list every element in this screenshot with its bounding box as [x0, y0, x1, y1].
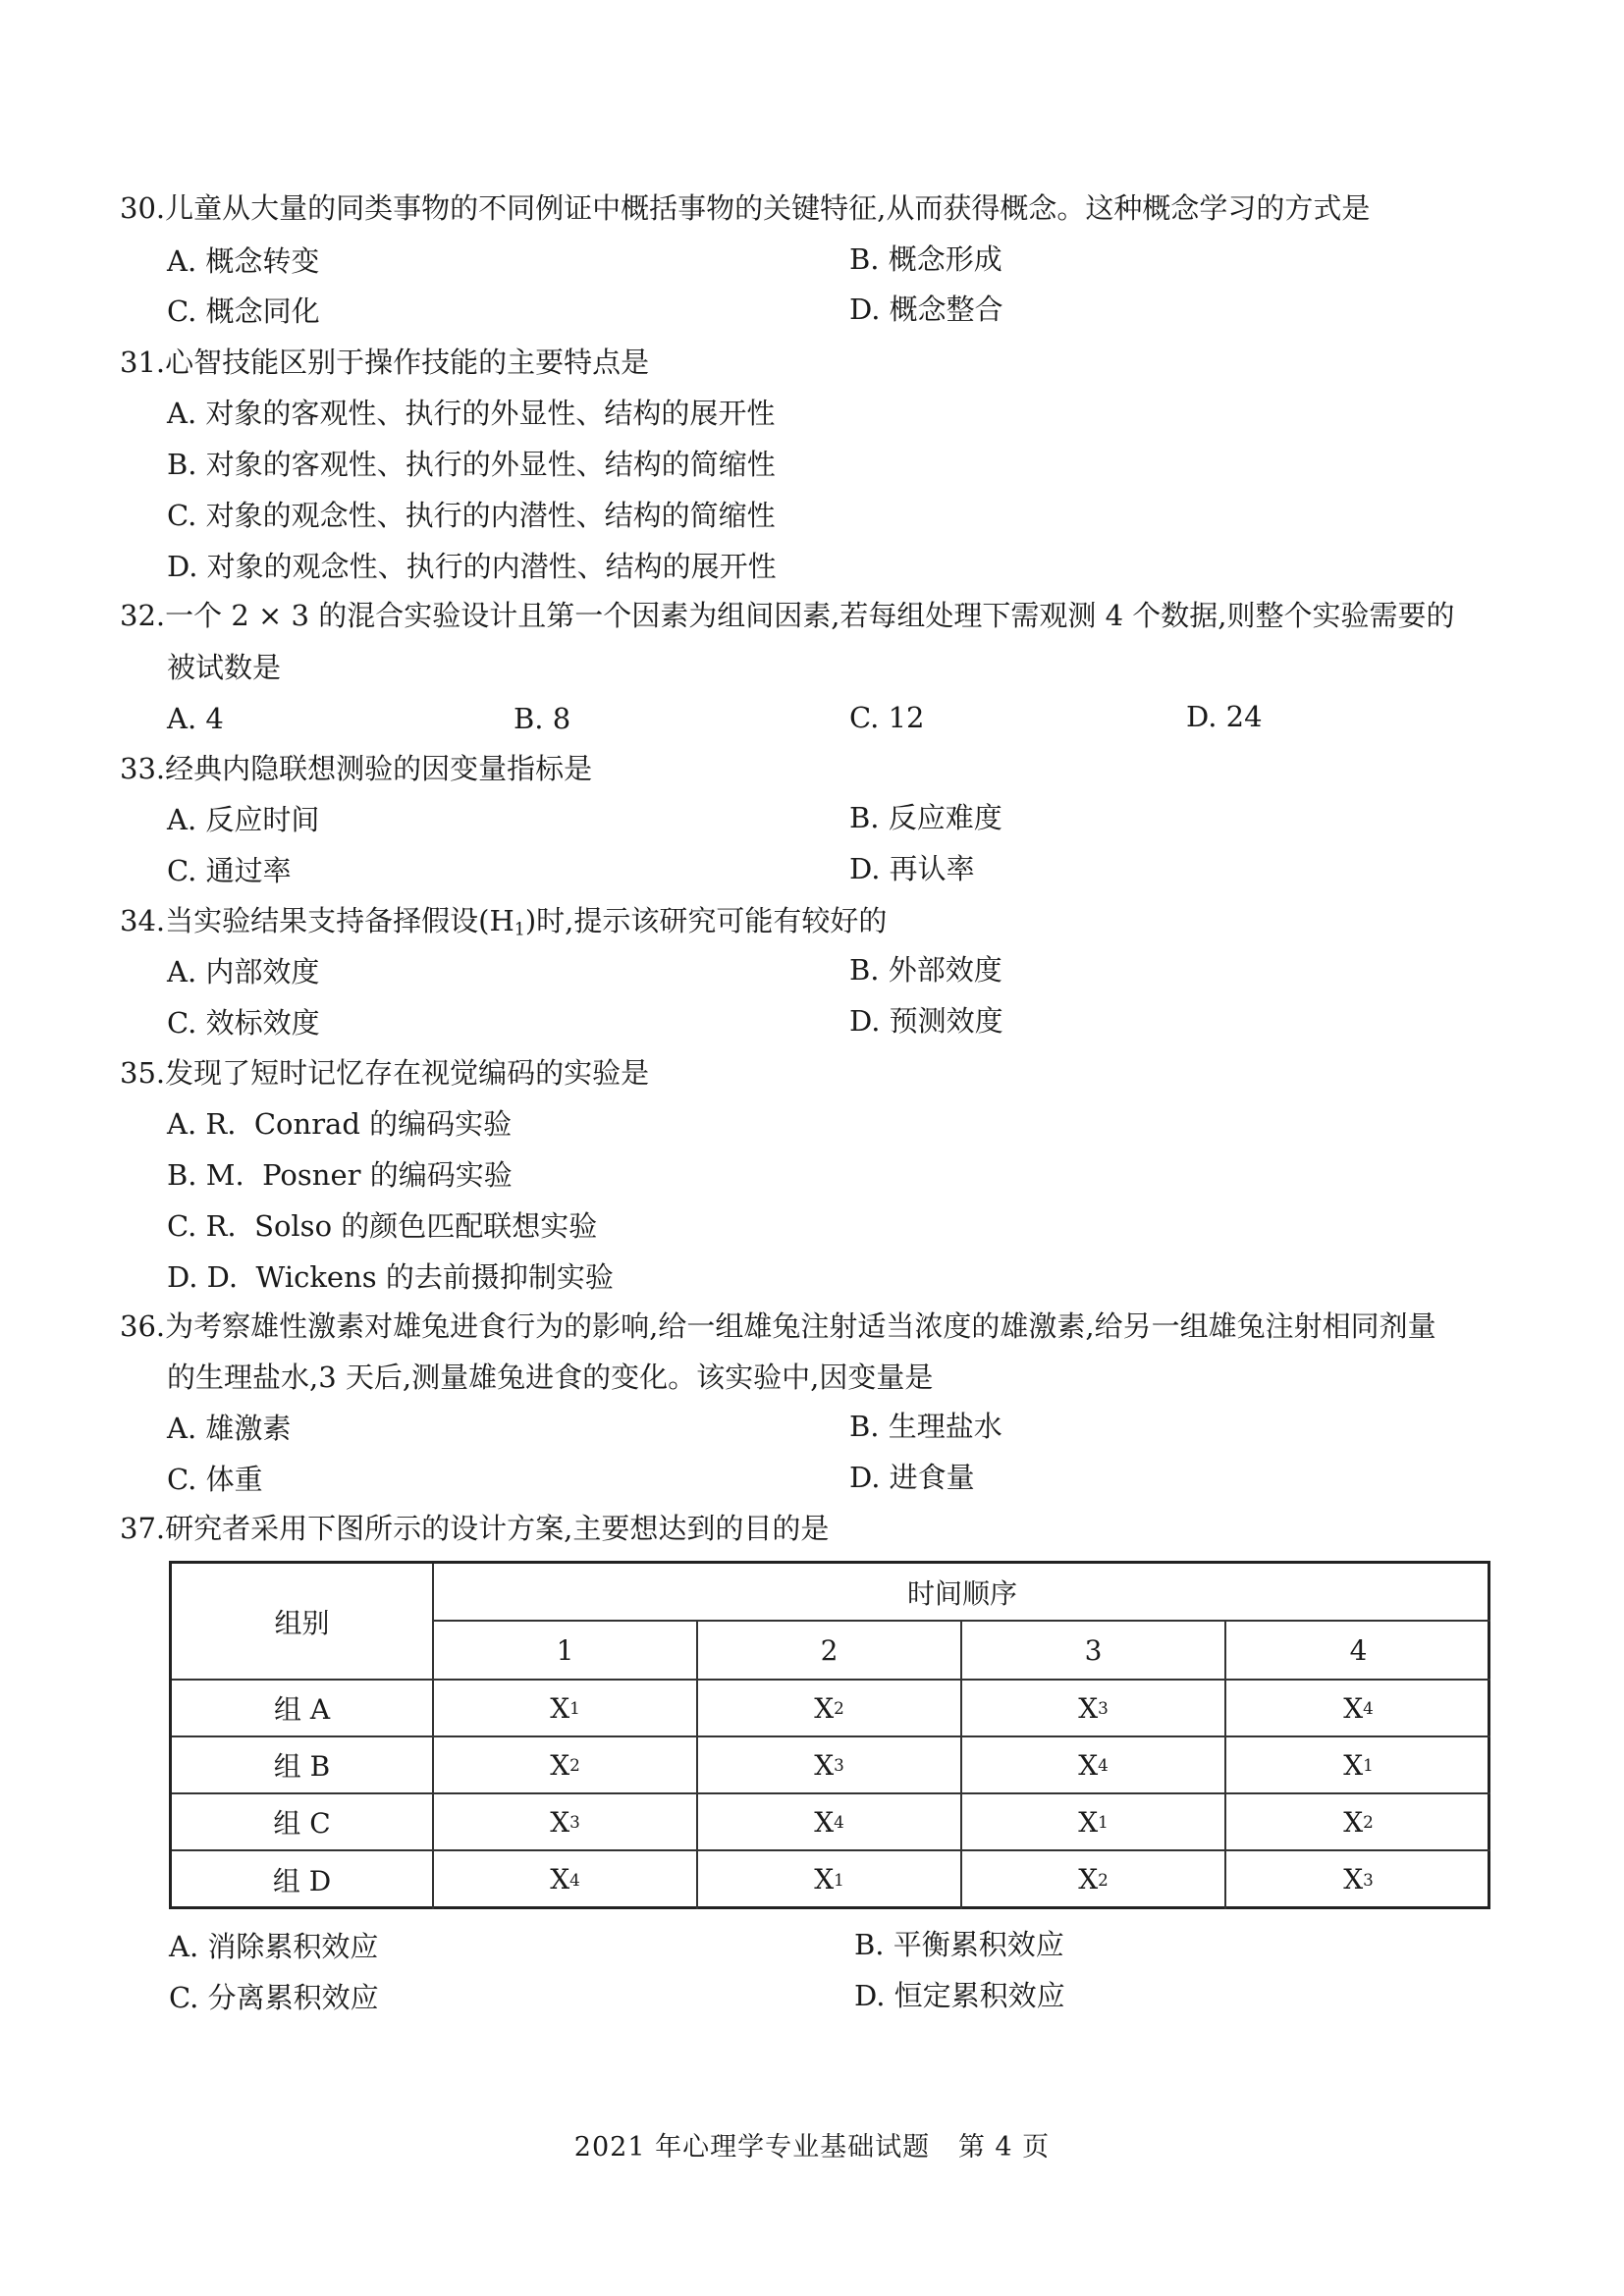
- table-cell: X 4: [814, 1805, 844, 1839]
- question-35-option-b: B. M. Posner 的编码实验: [167, 1158, 513, 1192]
- question-33-stem: 33.经典内隐联想测验的因变量指标是: [120, 752, 593, 785]
- table-cell: X 3: [814, 1748, 844, 1782]
- question-35-option-a: A. R. Conrad 的编码实验: [167, 1107, 513, 1141]
- question-32-option-c: C. 12: [849, 701, 925, 734]
- table-header-group: 组别: [274, 1606, 330, 1639]
- question-36-option-c: C. 体重: [167, 1463, 263, 1496]
- table-cell: X 2: [814, 1691, 844, 1725]
- question-35-option-c: C. R. Solso 的颜色匹配联想实验: [167, 1209, 598, 1243]
- question-31-option-b: B. 对象的客观性、执行的外显性、结构的简缩性: [167, 448, 776, 481]
- table-cell: X 3: [1078, 1691, 1109, 1725]
- question-35-stem: 35.发现了短时记忆存在视觉编码的实验是: [120, 1056, 650, 1090]
- question-31-stem: 31.心智技能区别于操作技能的主要特点是: [120, 346, 650, 379]
- table-cell: X 4: [550, 1863, 580, 1896]
- question-37-option-b: B. 平衡累积效应: [854, 1928, 1064, 1961]
- question-34-option-c: C. 效标效度: [167, 1006, 320, 1040]
- table-cell: X 3: [1343, 1863, 1374, 1896]
- question-34-stem: 34.当实验结果支持备择假设$(H_1)$时,提示该研究可能有较好的: [120, 904, 888, 940]
- question-37-option-a: A. 消除累积效应: [169, 1930, 379, 1963]
- design-table: [169, 1561, 1490, 1909]
- table-header-time: 时间顺序: [906, 1576, 1017, 1610]
- table-column-1: 1: [556, 1633, 574, 1667]
- question-35-option-d: D. D. Wickens 的去前摄抑制实验: [167, 1260, 614, 1294]
- question-32-option-a: A. 4: [167, 702, 224, 735]
- table-cell: X 4: [1078, 1748, 1109, 1782]
- question-33-option-a: A. 反应时间: [167, 803, 320, 836]
- question-32-option-d: D. 24: [1186, 700, 1263, 733]
- question-32-stem-continued: 被试数是: [167, 651, 282, 684]
- question-37-option-c: C. 分离累积效应: [169, 1981, 379, 2014]
- table-column-3: 3: [1084, 1633, 1103, 1667]
- table-cell: X 4: [1343, 1691, 1374, 1725]
- table-row-group-label: 组 B: [273, 1750, 331, 1783]
- question-36-stem-continued: 的生理盐水,3 天后,测量雄兔进食的变化。该实验中,因变量是: [167, 1361, 934, 1394]
- table-row-group-label: 组 A: [273, 1693, 331, 1726]
- question-30-option-a: A. 概念转变: [167, 244, 320, 278]
- question-33-option-b: B. 反应难度: [849, 801, 1002, 834]
- question-36-stem: 36.为考察雄性激素对雄兔进食行为的影响,给一组雄兔注射适当浓度的雄激素,给另一组雄兔注射相同剂量: [120, 1309, 1436, 1343]
- question-31-option-d: D. 对象的观念性、执行的内潜性、结构的展开性: [167, 550, 777, 583]
- question-31-option-a: A. 对象的客观性、执行的外显性、结构的展开性: [167, 397, 776, 430]
- question-36-option-a: A. 雄激素: [167, 1412, 292, 1445]
- question-32-stem: 32.一个 2 × 3 的混合实验设计且第一个因素为组间因素,若每组处理下需观测 4 个数据,则整个实验需要的: [120, 599, 1455, 632]
- table-column-2: 2: [820, 1633, 839, 1667]
- table-cell: X 2: [1343, 1805, 1374, 1839]
- page-footer: 2021 年心理学专业基础试题 第 4 页: [573, 2132, 1051, 2163]
- table-cell: X 1: [550, 1691, 580, 1725]
- question-31-option-c: C. 对象的观念性、执行的内潜性、结构的简缩性: [167, 499, 776, 532]
- question-34-option-a: A. 内部效度: [167, 955, 320, 988]
- question-30-option-c: C. 概念同化: [167, 294, 320, 328]
- question-37-option-d: D. 恒定累积效应: [854, 1979, 1065, 2012]
- table-row-group-label: 组 D: [272, 1864, 332, 1897]
- question-30-stem: 30.儿童从大量的同类事物的不同例证中概括事物的关键特征,从而获得概念。这种概念学习的方式是: [120, 191, 1371, 225]
- table-cell: X 1: [814, 1863, 844, 1896]
- question-37-stem: 37.研究者采用下图所示的设计方案,主要想达到的目的是: [120, 1512, 830, 1545]
- table-row-group-label: 组 C: [273, 1807, 331, 1840]
- table-cell: X 2: [550, 1748, 580, 1782]
- question-30-option-b: B. 概念形成: [849, 242, 1002, 276]
- table-cell: X 2: [1078, 1863, 1109, 1896]
- question-33-option-c: C. 通过率: [167, 854, 292, 887]
- question-30-option-d: D. 概念整合: [849, 293, 1003, 326]
- question-32-option-b: B. 8: [514, 702, 571, 735]
- table-cell: X 3: [550, 1805, 580, 1839]
- question-36-option-d: D. 进食量: [849, 1461, 975, 1494]
- question-33-option-d: D. 再认率: [849, 852, 975, 885]
- table-cell: X 1: [1343, 1748, 1374, 1782]
- question-34-option-b: B. 外部效度: [849, 953, 1002, 987]
- question-34-option-d: D. 预测效度: [849, 1004, 1003, 1038]
- question-36-option-b: B. 生理盐水: [849, 1410, 1002, 1443]
- table-column-4: 4: [1349, 1633, 1368, 1667]
- table-cell: X 1: [1078, 1805, 1109, 1839]
